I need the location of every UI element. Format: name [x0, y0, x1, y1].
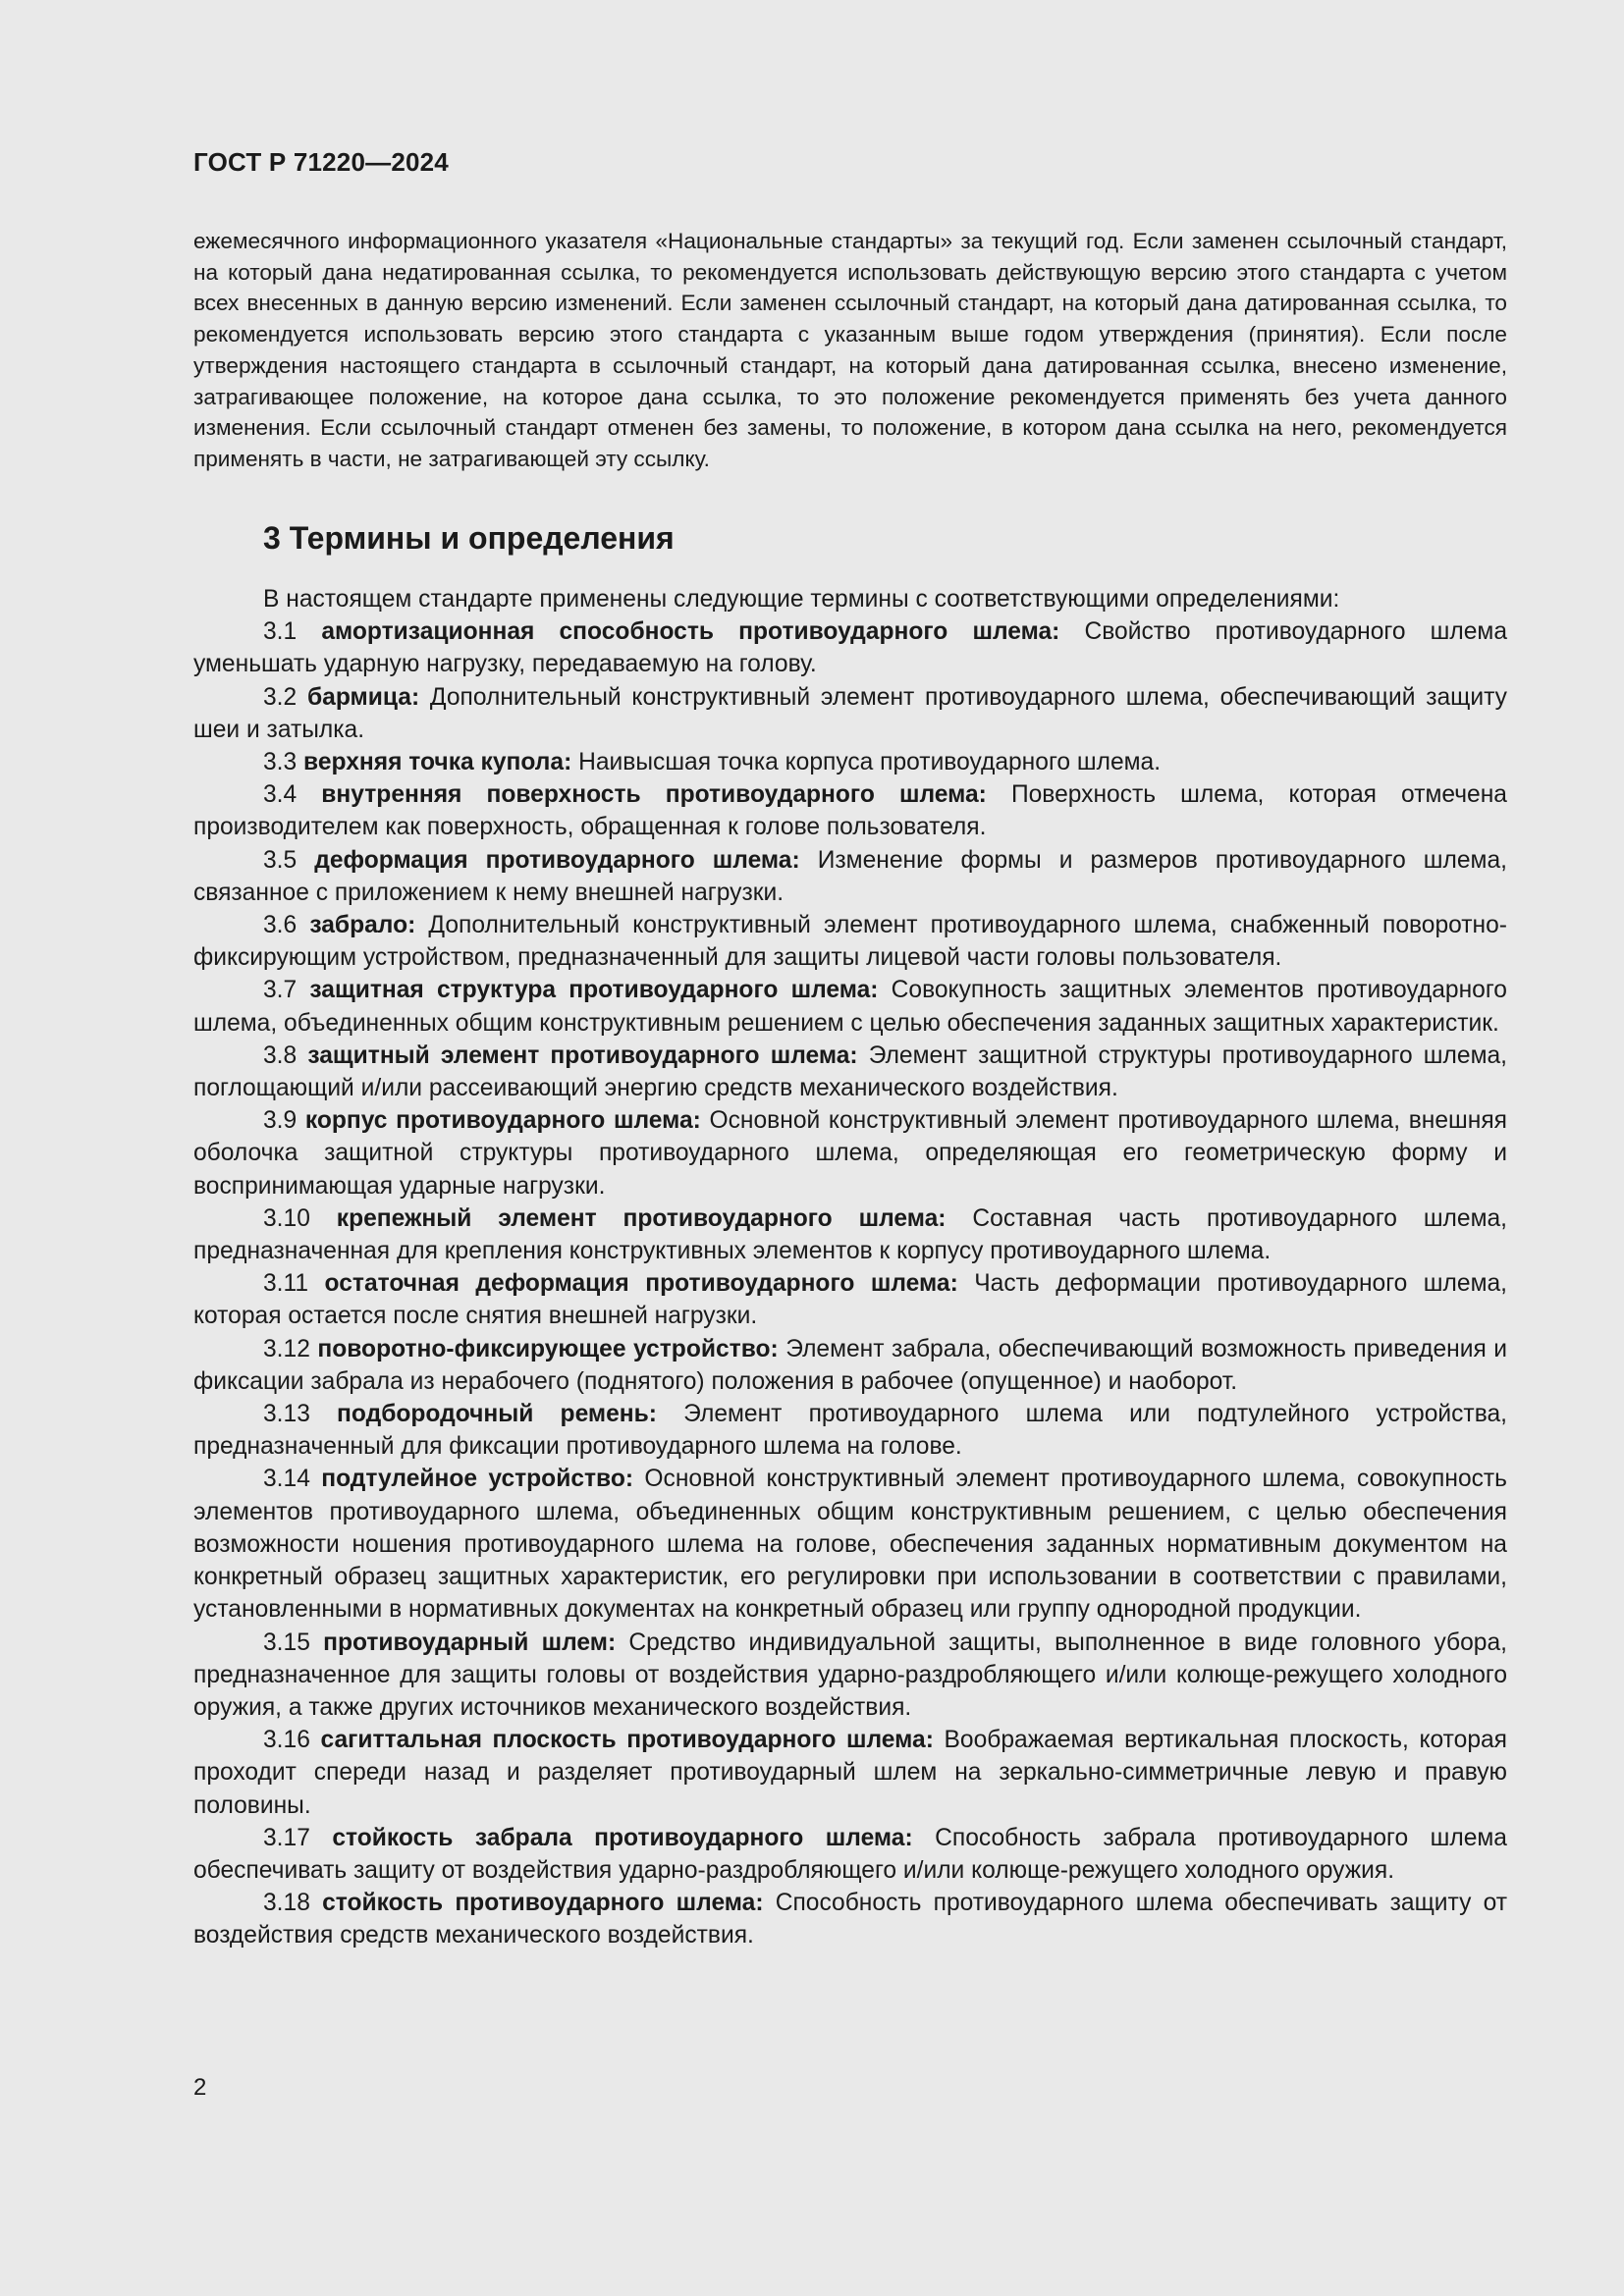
document-header: ГОСТ Р 71220—2024	[193, 147, 449, 177]
term-definition: Дополнительный конструктивный элемент противоударного шлема, снабженный поворотно-фиксирующим устройством, предназначенный для защиты лицевой части головы пользователя.	[193, 912, 1507, 972]
term-entry	[193, 1398, 1507, 1463]
term-name: крепежный элемент противоударного шлема:	[336, 1204, 947, 1232]
term-number: 3.12	[263, 1335, 310, 1362]
term-name: амортизационная способность противоударного шлема:	[321, 618, 1060, 646]
term-number: 3.11	[263, 1270, 309, 1298]
term-definition: Свойство противоударного шлема уменьшать ударную нагрузку, передаваемую на голову.	[193, 618, 1507, 678]
term-number: 3.7	[263, 977, 298, 1004]
term-definition: Способность забрала противоударного шлема обеспечивать защиту от воздействия ударно-раздробляющего и/или колюще-режущего холодного оружия.	[193, 1824, 1507, 1884]
section-lead: В настоящем стандарте применены следующие термины с соответствующими определениями:	[263, 586, 1340, 613]
term-number: 3.3	[263, 749, 298, 776]
term-name: остаточная деформация противоударного шлема:	[324, 1270, 958, 1298]
term-entry	[193, 1267, 1507, 1332]
term-definition: Основной конструктивный элемент противоударного шлема, совокупность элементов противоударного шлема, объединенных общим конструктивным решением, с целью обеспечения возможности ношения противоударного шлема на голове, обеспечения заданных нормативным документом на конкретный образец защитных характеристик, его регулировки при использовании в соответствии с правилами, установленными в нормативных документах на конкретный образец или группу однородной продукции.	[193, 1466, 1507, 1624]
term-name: подбородочный ремень:	[337, 1401, 657, 1428]
term-definition: Элемент защитной структуры противоударного шлема, поглощающий и/или рассеивающий энергию средств механического воздействия.	[193, 1041, 1507, 1102]
terms-container	[193, 615, 1507, 1951]
term-name: бармица:	[306, 683, 420, 711]
term-number: 3.17	[263, 1824, 310, 1851]
term-name: защитная структура противоударного шлема:	[309, 977, 879, 1004]
term-definition: Средство индивидуальной защиты, выполненное в виде головного убора, предназначенное для защиты головы от воздействия ударно-раздробляющего и/или колюще-режущего холодного оружия, а также других источников механического воздействия.	[193, 1629, 1507, 1721]
term-name: внутренняя поверхность противоударного шлема:	[321, 781, 987, 809]
term-number: 3.14	[263, 1466, 310, 1493]
term-entry	[193, 1040, 1507, 1104]
term-definition: Основной конструктивный элемент противоударного шлема, внешняя оболочка защитной структуры противоударного шлема, определяющая его геометрическую форму и воспринимающая ударные нагрузки.	[193, 1107, 1507, 1200]
term-entry	[193, 1463, 1507, 1626]
term-definition: Составная часть противоударного шлема, предназначенная для крепления конструктивных элементов к корпусу противоударного шлема.	[193, 1204, 1507, 1265]
term-definition: Совокупность защитных элементов противоударного шлема, объединенных общим конструктивным решением с целью обеспечения заданных защитных характеристик.	[193, 977, 1507, 1037]
term-entry	[193, 1724, 1507, 1822]
term-number: 3.5	[263, 846, 298, 874]
term-definition: Дополнительный конструктивный элемент противоударного шлема, обеспечивающий защиту шеи и затылка.	[193, 683, 1507, 743]
term-definition: Часть деформации противоударного шлема, которая остается после снятия внешней нагрузки.	[193, 1270, 1507, 1330]
term-entry	[193, 1202, 1507, 1267]
term-name: забрало:	[309, 912, 416, 939]
term-definition: Элемент забрала, обеспечивающий возможность приведения и фиксации забрала из нерабочего (поднятого) положения в рабочее (опущенное) и наоборот.	[193, 1335, 1507, 1395]
page-number: 2	[193, 2074, 207, 2101]
term-entry	[193, 1627, 1507, 1725]
term-entry	[193, 681, 1507, 746]
term-entry	[193, 778, 1507, 843]
term-number: 3.18	[263, 1890, 310, 1917]
term-name: стойкость забрала противоударного шлема:	[332, 1824, 913, 1851]
term-number: 3.4	[263, 781, 298, 809]
term-definition: Наивысшая точка корпуса противоударного шлема.	[578, 749, 1162, 776]
term-definition: Элемент противоударного шлема или подтулейного устройства, предназначенный для фиксации противоударного шлема на голове.	[193, 1401, 1507, 1461]
section-title: 3 Термины и определения	[263, 520, 675, 556]
intro-paragraph: ежемесячного информационного указателя «Национальные стандарты» за текущий год. Если заменен ссылочный стандарт, на который дана недатированная ссылка, то рекомендуется использовать действующую версию этого стандарта с учетом всех внесенных в данную версию изменений. Если заменен ссылочный стандарт, на который дана датированная ссылка, то рекомендуется использовать версию этого стандарта с указанным выше годом утверждения (принятия). Если после утверждения настоящего стандарта в ссылочный стандарт, на который дана датированная ссылка, внесено изменение, затрагивающее положение, на которое дана ссылка, то это положение рекомендуется применять без учета данного изменения. Если ссылочный стандарт отменен без замены, то положение, в котором дана ссылка на него, рекомендуется применять в части, не затрагивающей эту ссылку.	[193, 229, 1507, 471]
term-number: 3.15	[263, 1629, 310, 1656]
term-number: 3.16	[263, 1727, 310, 1754]
term-name: сагиттальная плоскость противоударного шлема:	[320, 1727, 934, 1754]
term-entry	[193, 615, 1507, 680]
term-number: 3.10	[263, 1204, 310, 1232]
term-definition: Поверхность шлема, которая отмечена производителем как поверхность, обращенная к голове пользователя.	[193, 781, 1507, 841]
term-name: поворотно-фиксирующее устройство:	[317, 1335, 779, 1362]
term-definition: Способность противоударного шлема обеспечивать защиту от воздействия средств механического воздействия.	[193, 1890, 1507, 1949]
term-name: защитный элемент противоударного шлема:	[307, 1041, 858, 1069]
term-entry	[193, 746, 1507, 778]
term-name: верхняя точка купола:	[303, 749, 572, 776]
term-entry	[193, 1887, 1507, 1951]
term-entry	[193, 1333, 1507, 1398]
term-number: 3.9	[263, 1107, 298, 1135]
term-name: деформация противоударного шлема:	[314, 846, 800, 874]
term-name: стойкость противоударного шлема:	[322, 1890, 764, 1917]
terms-list	[193, 583, 1507, 1952]
term-entry	[193, 1104, 1507, 1202]
term-number: 3.1	[263, 618, 298, 646]
term-number: 3.2	[263, 683, 298, 711]
term-number: 3.13	[263, 1401, 310, 1428]
term-name: противоударный шлем:	[323, 1629, 617, 1656]
term-name: подтулейное устройство:	[321, 1466, 634, 1493]
term-entry	[193, 844, 1507, 909]
term-definition: Воображаемая вертикальная плоскость, которая проходит спереди назад и разделяет противоударный шлем на зеркально-симметричные левую и правую половины.	[193, 1727, 1507, 1819]
term-definition: Изменение формы и размеров противоударного шлема, связанное с приложением к нему внешней нагрузки.	[193, 846, 1507, 906]
term-number: 3.6	[263, 912, 298, 939]
term-entry	[193, 909, 1507, 974]
term-number: 3.8	[263, 1041, 298, 1069]
term-entry	[193, 1822, 1507, 1887]
term-name: корпус противоударного шлема:	[304, 1107, 701, 1135]
term-entry	[193, 974, 1507, 1039]
